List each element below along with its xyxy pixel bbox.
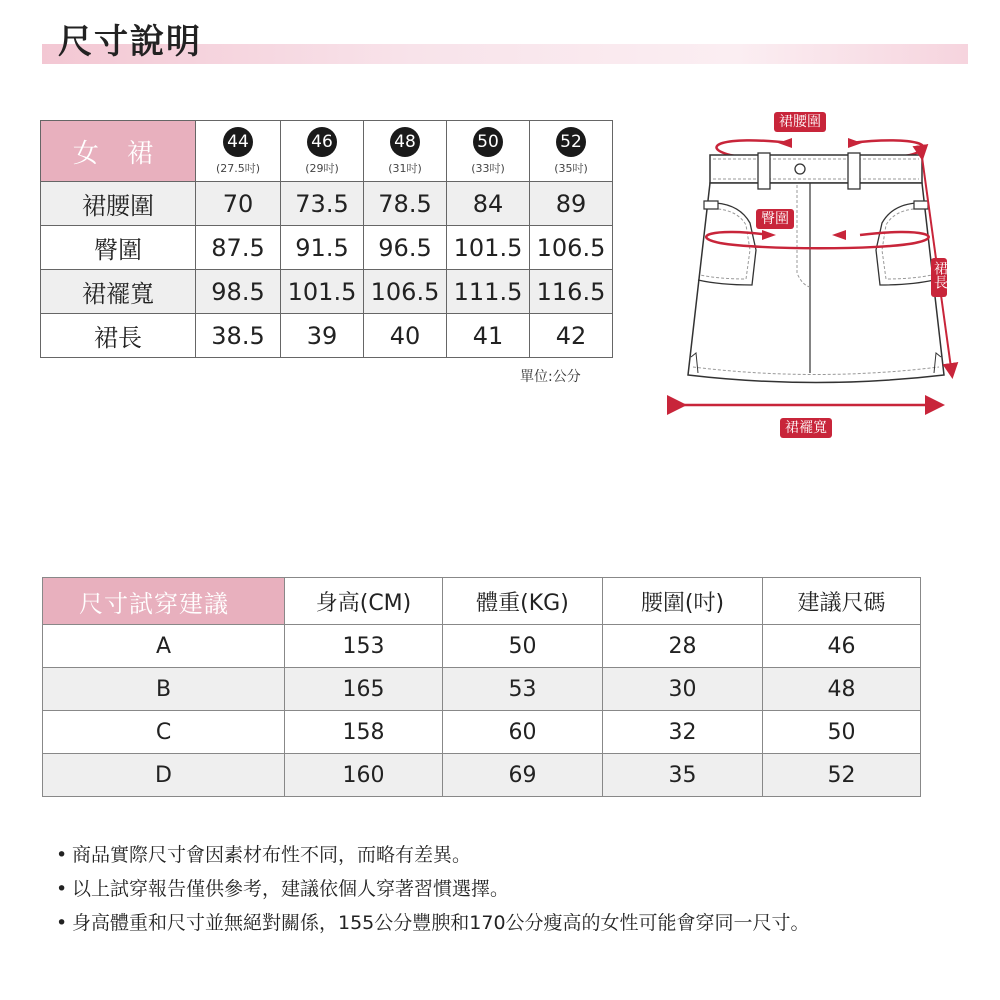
list-item (48, 838, 978, 872)
size-column-46 (281, 121, 364, 182)
table-row (41, 270, 613, 314)
size-badge: 50 (473, 127, 503, 157)
bullet-icon: • (56, 844, 68, 866)
garment-type-label: 女 裙 (41, 121, 196, 182)
table-cell: 46 (763, 625, 921, 668)
size-header-row (41, 121, 613, 182)
row-label: 臀圍 (41, 226, 196, 270)
notes-list (48, 838, 978, 940)
size-badge: 46 (307, 127, 337, 157)
table-cell: 116.5 (530, 270, 613, 314)
table-cell: 42 (530, 314, 613, 358)
size-chart-table (40, 120, 613, 358)
table-cell: 91.5 (281, 226, 364, 270)
length-label-text: 裙長 (932, 261, 948, 289)
table-cell: 60 (443, 711, 603, 754)
waist-label: 裙腰圍 (774, 112, 826, 132)
table-row (43, 668, 921, 711)
table-cell: 70 (196, 182, 281, 226)
unit-note: 單位:公分 (520, 369, 581, 385)
table-cell: 78.5 (364, 182, 447, 226)
table-cell: 41 (447, 314, 530, 358)
bullet-icon: • (56, 912, 68, 934)
table-cell: 158 (285, 711, 443, 754)
table-cell: 40 (364, 314, 447, 358)
size-column-50 (447, 121, 530, 182)
table-cell: 53 (443, 668, 603, 711)
table-row (41, 226, 613, 270)
waist-arrowhead-icon (848, 138, 862, 148)
note-text: 以上試穿報告僅供參考，建議依個人穿著習慣選擇。 (72, 878, 510, 900)
size-badge: 52 (556, 127, 586, 157)
table-cell: 101.5 (281, 270, 364, 314)
table-cell: 111.5 (447, 270, 530, 314)
row-label: 裙長 (41, 314, 196, 358)
row-label: 裙腰圍 (41, 182, 196, 226)
fit-header-row (43, 578, 921, 625)
hem-label: 裙襬寬 (780, 418, 832, 438)
table-row (43, 711, 921, 754)
table-cell: 87.5 (196, 226, 281, 270)
column-header: 體重(KG) (443, 578, 603, 625)
row-label: A (43, 625, 285, 668)
table-row (43, 625, 921, 668)
list-item (48, 906, 978, 940)
list-item (48, 872, 978, 906)
column-header: 身高(CM) (285, 578, 443, 625)
skirt-measurement-diagram (660, 105, 980, 445)
note-text: 身高體重和尺寸並無絕對關係，155公分豐腴和170公分瘦高的女性可能會穿同一尺寸。 (72, 912, 810, 934)
table-cell: 165 (285, 668, 443, 711)
table-cell: 35 (603, 754, 763, 797)
row-label: D (43, 754, 285, 797)
table-cell: 106.5 (530, 226, 613, 270)
size-badge: 44 (223, 127, 253, 157)
table-cell: 69 (443, 754, 603, 797)
length-label (931, 258, 947, 297)
column-header: 建議尺碼 (763, 578, 921, 625)
table-cell: 28 (603, 625, 763, 668)
table-cell: 98.5 (196, 270, 281, 314)
table-cell: 89 (530, 182, 613, 226)
table-cell: 32 (603, 711, 763, 754)
page-title: 尺寸說明 (58, 22, 202, 62)
size-inch-label: (27.5吋) (215, 161, 261, 175)
hip-label: 臀圍 (756, 209, 794, 229)
table-cell: 50 (443, 625, 603, 668)
table-cell: 84 (447, 182, 530, 226)
table-cell: 38.5 (196, 314, 281, 358)
size-column-44 (196, 121, 281, 182)
waist-arrowhead-icon (778, 138, 792, 148)
fit-table-title: 尺寸試穿建議 (43, 578, 285, 625)
row-label: C (43, 711, 285, 754)
table-cell: 48 (763, 668, 921, 711)
table-cell: 153 (285, 625, 443, 668)
column-header: 腰圍(吋) (603, 578, 763, 625)
fit-suggestion-table (42, 577, 921, 797)
table-row (41, 314, 613, 358)
table-cell: 160 (285, 754, 443, 797)
note-text: 商品實際尺寸會因素材布性不同，而略有差異。 (72, 844, 472, 866)
table-cell: 52 (763, 754, 921, 797)
size-column-48 (364, 121, 447, 182)
row-label: 裙襬寬 (41, 270, 196, 314)
size-inch-label: (33吋) (471, 161, 505, 175)
row-label: B (43, 668, 285, 711)
size-inch-label: (31吋) (388, 161, 422, 175)
size-badge: 48 (390, 127, 420, 157)
table-cell: 73.5 (281, 182, 364, 226)
table-cell: 39 (281, 314, 364, 358)
skirt-body-icon (688, 183, 944, 383)
size-column-52 (530, 121, 613, 182)
table-cell: 50 (763, 711, 921, 754)
size-inch-label: (35吋) (554, 161, 588, 175)
table-cell: 101.5 (447, 226, 530, 270)
table-cell: 96.5 (364, 226, 447, 270)
table-row (41, 182, 613, 226)
button-icon (795, 164, 805, 174)
table-cell: 106.5 (364, 270, 447, 314)
bullet-icon: • (56, 878, 68, 900)
table-cell: 30 (603, 668, 763, 711)
size-inch-label: (29吋) (305, 161, 339, 175)
table-row (43, 754, 921, 797)
